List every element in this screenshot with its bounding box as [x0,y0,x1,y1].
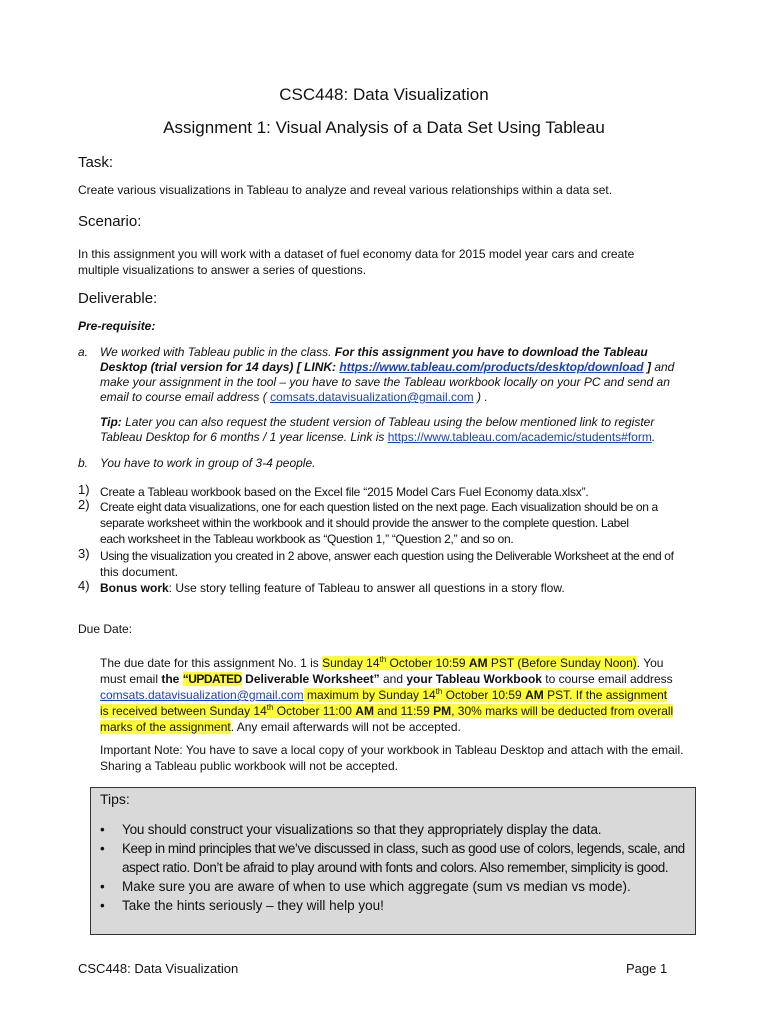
item-b-text: You have to work in group of 3-4 people. [100,456,316,470]
item-a-line-3: make your assignment in the tool – you have to save the Tableau workbook locally on your PC and send an [100,375,670,389]
tip-item-text: You should construct your visualizations so that they appropriately display the data. [122,822,602,837]
tip-line-1 [100,414,654,430]
item-a-line-4 [100,389,488,405]
tips-list [98,820,688,915]
due-l4-d: , 30% marks will be deducted from overall [451,704,674,718]
due-l1-am: AM [468,656,488,670]
due-l2-post: to course email address [541,672,673,686]
tip-item [98,820,688,839]
due-l2-pre: must email [100,672,162,686]
due-l1-a: Sunday 14 [322,656,380,670]
due-date-highlight [322,656,637,670]
prerequisite-heading: Pre-requisite: [78,319,156,333]
due-l3-sup: th [435,687,443,696]
step-3-line-2: this document. [100,565,179,579]
item-a-line-2 [100,359,674,375]
due-email-link[interactable]: comsats.datavisualization@gmail.com [100,688,304,702]
scenario-heading: Scenario: [78,213,142,230]
due-line-4 [100,703,673,719]
step-2-number: 2) [78,497,90,512]
step-1-number: 1) [78,482,90,497]
tableau-workbook-label: your Tableau Workbook [406,672,542,686]
tip-label: Tip: [100,415,122,429]
due-l2-and: and [379,672,407,686]
due-l4-b: October 11:00 [273,704,356,718]
important-note-line-1: Important Note: You have to save a local copy of your workbook in Tableau Desktop and attach with the email. [100,743,684,757]
step-4-number: 4) [78,578,90,593]
due-l5-post: . Any email afterwards will not be accepted. [230,720,461,734]
tip-item-text: Keep in mind principles that we’ve discussed in class, such as good use of colors, legends, scale, and aspect ratio. Don’t be afraid to play around with fonts and colors. Also remember, simplicity is good. [122,841,685,875]
bullet-icon: • [100,841,105,856]
tableau-download-link[interactable]: https://www.tableau.com/products/desktop/download [339,360,644,374]
due-l3-c: PST. If the assignment [543,688,668,702]
due-line-5 [100,719,461,735]
due-line-3 [100,687,667,703]
tip-text-2: Tableau Desktop for 6 months / 1 year license. Link is [100,430,388,444]
student-license-link[interactable]: https://www.tableau.com/academic/students#form [387,430,652,444]
due-l1-c: PST (Before Sunday Noon) [487,656,637,670]
tip-item [98,896,688,915]
tip-text-1: Later you can also request the student version of Tableau using the below mentioned link to register [121,415,655,429]
due-l4-highlight [100,704,673,718]
due-l1-pre: The due date for this assignment No. 1 is [100,656,323,670]
course-title: CSC448: Data Visualization [279,85,489,104]
step-4-text [100,580,565,596]
due-l3-highlight [304,688,668,702]
deliverable-worksheet-label: Deliverable Worksheet” [241,672,380,686]
footer-course: CSC448: Data Visualization [78,961,239,976]
step-3-line-1: Using the visualization you created in 2 above, answer each question using the Deliverable Worksheet at the end of [100,549,674,563]
footer-page-number: Page 1 [626,961,668,976]
bullet-icon: • [100,898,105,913]
item-a-line-1 [100,344,710,360]
course-email-link[interactable]: comsats.datavisualization@gmail.com [270,390,474,404]
due-l2-the: the [161,672,183,686]
item-a-bold: For this assignment you have to download the Tableau [334,345,648,359]
tip-line-2 [100,429,655,445]
item-a-bold-3: ] [643,360,651,374]
assignment-title: Assignment 1: Visual Analysis of a Data Set Using Tableau [163,118,605,137]
tips-box [90,787,696,935]
due-l4-am: AM [355,704,374,718]
bullet-icon: • [100,822,105,837]
tip-text-2-post: . [651,430,656,444]
due-date-heading: Due Date: [78,622,133,636]
important-note-line-2: Sharing a Tableau public workbook will not be accepted. [100,759,398,773]
item-a-text: We worked with Tableau public in the class. [100,345,335,359]
step-2-line-3: each worksheet in the Tableau workbook as “Question 1,” “Question 2,” and so on. [100,532,514,546]
item-a-bold-2: Desktop (trial version for 14 days) [ LINK: [100,360,340,374]
tips-title: Tips: [100,791,130,807]
due-l1-sup: th [379,655,387,664]
task-heading: Task: [78,154,114,171]
bonus-work-text: : Use story telling feature of Tableau to answer all questions in a story flow. [168,581,565,595]
item-b-marker: b. [78,456,89,470]
tip-item-text: Make sure you are aware of when to use which aggregate (sum vs median vs mode). [122,879,631,894]
due-l4-a: is received between Sunday 14 [100,704,267,718]
due-l3-b: October 10:59 [442,688,526,702]
item-a-line-4-pre: email to course email address ( [100,390,271,404]
step-1-text: Create a Tableau workbook based on the Excel file “2015 Model Cars Fuel Economy data.xlsx”. [100,485,589,499]
task-text: Create various visualizations in Tableau to analyze and reveal various relationships within a data set. [78,183,613,197]
scenario-line-2: multiple visualizations to answer a series of questions. [78,263,367,277]
due-l4-pm: PM [433,704,452,718]
step-2-line-1: Create eight data visualizations, one for each question listed on the next page. Each visualization should be on a [100,500,658,514]
due-line-2 [100,671,673,687]
tip-item [98,877,688,896]
due-l1-post: . You [636,656,664,670]
bullet-icon: • [100,879,105,894]
due-l3-am: AM [525,688,544,702]
scenario-line-1: In this assignment you will work with a dataset of fuel economy data for 2015 model year cars and create [78,247,635,261]
tip-item [98,839,688,877]
bonus-work-label: Bonus work [100,581,169,595]
due-l1-b: October 10:59 [386,656,469,670]
due-l5-highlight: marks of the assignment [100,720,231,734]
step-2-line-2: separate worksheet within the workbook and it should provide the answer to the complete question. Label [100,516,629,530]
deliverable-heading: Deliverable: [78,290,158,307]
item-a-line-4-post: ) . [473,390,488,404]
item-a-and: and [650,360,675,374]
due-l4-sup: th [266,703,274,712]
step-3-number: 3) [78,546,90,561]
due-line-1 [100,655,663,671]
item-a-marker: a. [78,345,89,359]
updated-label: “UPDATED [182,672,242,686]
tip-item-text: Take the hints seriously – they will help you! [122,898,384,913]
due-l3-a: maximum by Sunday 14 [303,688,436,702]
due-l4-c: and 11:59 [373,704,434,718]
